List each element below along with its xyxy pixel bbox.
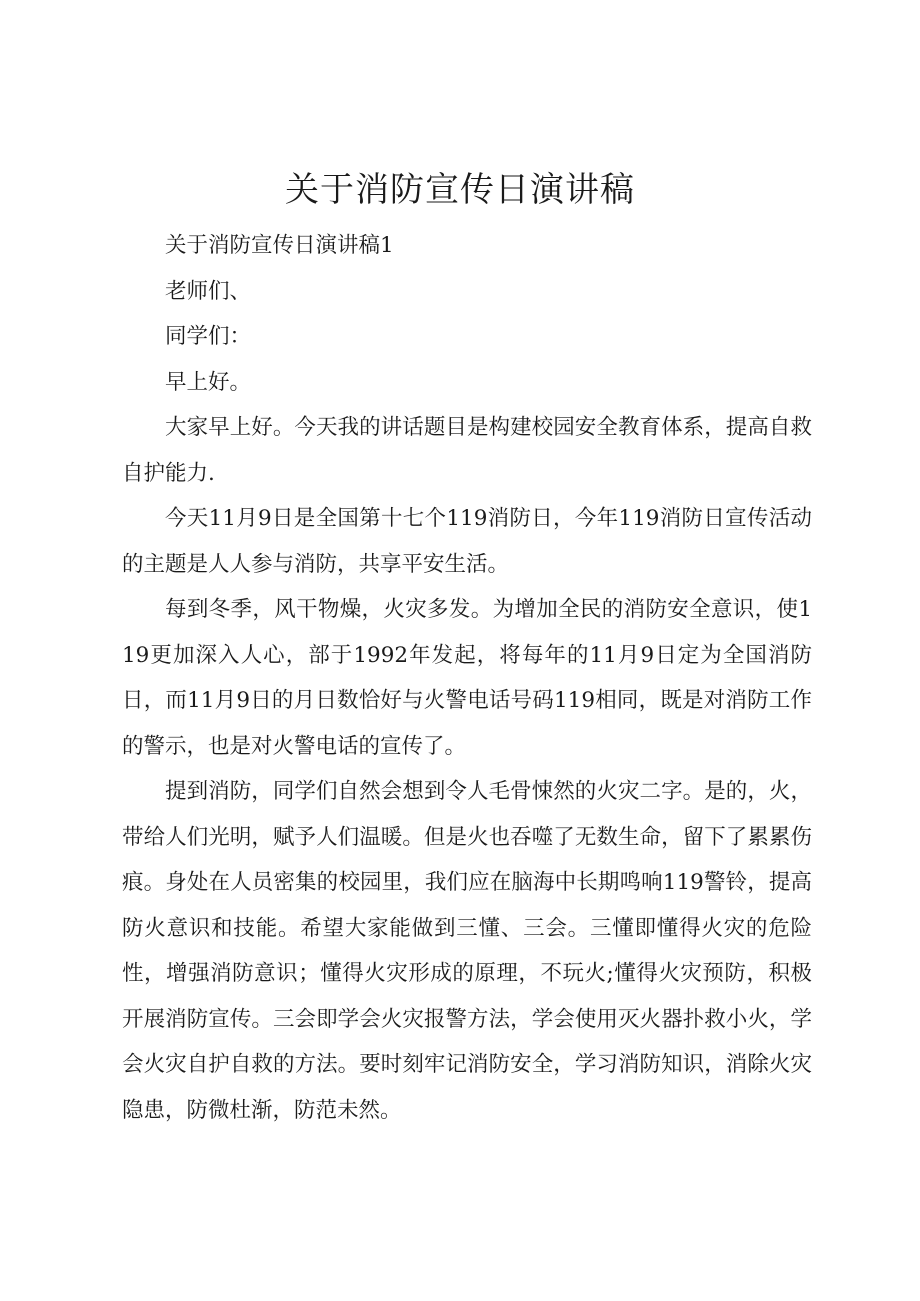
- subtitle-paragraph: 关于消防宣传日演讲稿1: [165, 233, 394, 258]
- document-title: 关于消防宣传日演讲稿: [285, 170, 635, 210]
- body-paragraph: 大家早上好。今天我的讲话题目是构建校园安全教育体系，提高自救自护能力.: [122, 415, 812, 486]
- greeting-paragraph: 早上好。: [165, 369, 252, 395]
- salutation-teachers: 老师们、: [165, 278, 252, 304]
- document-body: [122, 223, 812, 1133]
- body-paragraph: 每到冬季，风干物燥，火灾多发。为增加全民的消防安全意识，使119更加深入人心，部于1992年发起，将每年的11月9日定为全国消防日，而11月9日的月日数恰好与火警电话号码119相同，既是对消防工作的警示，也是对火警电话的宣传了。: [122, 597, 812, 759]
- body-paragraph: 今天11月9日是全国第十七个119消防日，今年119消防日宣传活动的主题是人人参与消防，共享平安生活。: [122, 506, 812, 577]
- salutation-students: 同学们：: [165, 324, 252, 349]
- body-paragraph: 提到消防，同学们自然会想到令人毛骨悚然的火灾二字。是的，火，带给人们光明，赋予人们温暖。但是火也吞噬了无数生命，留下了累累伤痕。身处在人员密集的校园里，我们应在脑海中长期鸣响119警铃，提高防火意识和技能。希望大家能做到三懂、三会。三懂即懂得火灾的危险性，增强消防意识；懂得火灾形成的原理，不玩火;懂得火灾预防，积极开展消防宣传。三会即学会火灾报警方法，学会使用灭火器扑救小火，学会火灾自护自救的方法。要时刻牢记消防安全，学习消防知识，消除火灾隐患，防微杜渐，防范未然。: [122, 779, 812, 1123]
